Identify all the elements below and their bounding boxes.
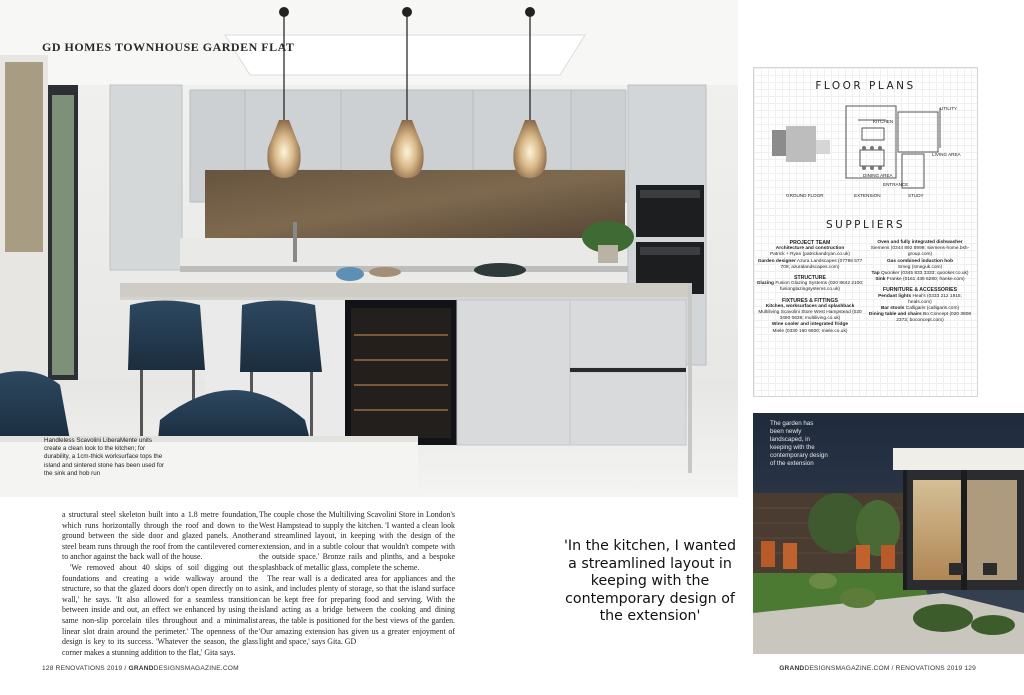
pull-quote: 'In the kitchen, I wanted a streamlined layout in keeping with the contemporary design of the extension' bbox=[564, 538, 736, 625]
supplier-item: Tap bbox=[871, 271, 880, 277]
supplier-text: Bo Concept (020 3808 2373; boconcept.com) bbox=[896, 312, 972, 324]
supplier-text: Siemens (0344 892 8999; siemens-home.bsh-group.com) bbox=[870, 246, 970, 258]
supplier-text: Smeg (smeguk.com) bbox=[897, 264, 943, 270]
plan-label-utility: UTILITY bbox=[940, 106, 958, 111]
suppliers-left-column bbox=[756, 240, 864, 335]
supplier-text: Franke (0161 436 6280; franke.com) bbox=[886, 277, 965, 283]
supplier-text: Quooker (0345 833 3333; quooker.co.uk) bbox=[881, 271, 969, 277]
folio-left: 128 RENOVATIONS 2019 / GRANDDESIGNSMAGAZINE.COM bbox=[42, 665, 239, 672]
supplier-heading: STRUCTURE bbox=[794, 275, 826, 282]
plan-label-living-area: LIVING AREA bbox=[932, 152, 961, 157]
plan-label-extension: EXTENSION bbox=[854, 193, 881, 198]
supplier-heading: FIXTURES & FITTINGS bbox=[782, 297, 838, 304]
plan-label-study: STUDY bbox=[908, 193, 924, 198]
paragraph: 'We removed about 40 skips of soil digging out the foundations and creating a wide walkway around the structure, so that the glazed doors don't open directly on to a wall,' he says. 'It also allowed for a seamless transition between inside and out, an effect we enhanced by using the same non-slip porcelain tiles throughout and a minimalist linear slot drain around the perimeter.' The openness of the design is key to its success. 'Whatever the season, the glass corner makes a stunning addition to the flat,' Gita says. bbox=[62, 562, 258, 657]
supplier-text: Fusion Glazing Systems (020 8642 2100; fusionglazingsystems.co.uk) bbox=[775, 281, 864, 293]
suppliers-title: SUPPLIERS bbox=[825, 219, 906, 231]
folio-site-bold: GRAND bbox=[128, 665, 154, 672]
page-number: 128 bbox=[42, 665, 54, 672]
supplier-item: Pendant lights bbox=[878, 293, 912, 299]
supplier-heading: PROJECT TEAM bbox=[789, 240, 831, 246]
supplier-text: Calligaris (calligaris.com) bbox=[905, 306, 960, 312]
folio-right: GRANDDESIGNSMAGAZINE.COM / RENOVATIONS 2019 129 bbox=[779, 665, 976, 672]
series-tag: GD HOMES TOWNHOUSE GARDEN FLAT bbox=[42, 40, 295, 54]
body-column-1 bbox=[62, 510, 258, 658]
supplier-text: Miele (0330 160 6600; miele.co.uk) bbox=[772, 328, 848, 334]
floor-plans-title: FLOOR PLANS bbox=[815, 80, 916, 92]
folio-section: RENOVATIONS 2019 bbox=[55, 665, 123, 672]
garden-caption: The garden has been newly landscaped, in keeping with the contemporary design of the extension bbox=[770, 420, 828, 467]
page-number: 129 bbox=[964, 665, 976, 672]
folio-site: DESIGNSMAGAZINE.COM bbox=[804, 665, 890, 672]
supplier-item: Glazing bbox=[756, 281, 774, 287]
supplier-item: Gas combined induction hob bbox=[886, 258, 954, 264]
supplier-text: Heal's (0333 212 1915; heals.com) bbox=[908, 293, 962, 305]
paragraph: The couple chose the Multiliving Scavolini Store in London's West Hampstead to supply the kitchen. 'I wanted a clean look and streamlined layout, in keeping with the design of the extension, and in a subtle colour that wouldn't compete with the outside space.' Bronze rails and plinths, and a bespoke splashback of metallic glass, complete the scheme. bbox=[259, 510, 455, 572]
folio-site: DESIGNSMAGAZINE.COM bbox=[153, 665, 239, 672]
supplier-heading: FURNITURE & ACCESSORIES bbox=[882, 287, 958, 294]
paragraph: The rear wall is a dedicated area for appliances and the sink, and includes plenty of storage, so that the island surface can be kept free for preparing food and serving. With the island acting as a bridge between the cooking and dining areas, the table is positioned for the best views of the garden. 'Our amazing extension has given us a greater enjoyment of light and space,' says Gita. GD bbox=[259, 573, 455, 647]
supplier-item: Architecture and construction bbox=[775, 246, 845, 252]
body-column-2 bbox=[259, 510, 455, 648]
plan-label-entrance: ENTRANCE bbox=[883, 182, 909, 187]
supplier-item: Wine cooler and integrated fridge bbox=[771, 322, 849, 328]
supplier-item: Dining table and chairs bbox=[868, 312, 922, 318]
supplier-text: Multiliving Scavolini Store West Hampstead (020 3490 0639; multiliving.co.uk) bbox=[758, 310, 862, 322]
supplier-item: Garden designer bbox=[757, 258, 796, 264]
folio-section: RENOVATIONS 2019 bbox=[895, 665, 963, 672]
suppliers-right-column bbox=[866, 240, 974, 325]
supplier-item: Kitchen, worksurfaces and splashback bbox=[765, 303, 855, 309]
supplier-text: Azura Landscapes (07788 577 709; azuralandscapes.com) bbox=[780, 258, 863, 270]
plan-label-ground-floor: GROUND FLOOR bbox=[786, 193, 824, 198]
supplier-item: Sink bbox=[875, 277, 886, 283]
plan-label-kitchen: KITCHEN bbox=[873, 119, 894, 124]
paragraph: a structural steel skeleton built into a 1.8 metre foundation, which runs horizontally through the roof and down to the ground between the side door and glazed panels. Another steel beam runs through the roof from the cantilevered corner to anchor against the back wall of the house. bbox=[62, 510, 258, 562]
plan-label-dining-area: DINING AREA bbox=[863, 173, 893, 178]
photo-caption: Handleless Scavolini LiberaMente units create a clean look to the kitchen; for durability, a 1cm-thick worksurface tops the island and sintered stone has been used for the sink and hob run bbox=[44, 437, 165, 477]
supplier-item: Bar stools bbox=[880, 306, 905, 312]
folio-site-bold: GRAND bbox=[779, 665, 805, 672]
supplier-item: Oven and fully integrated dishwasher bbox=[877, 240, 963, 245]
supplier-text: Patrick + Ryan (patrickandryan.co.uk) bbox=[769, 252, 851, 258]
